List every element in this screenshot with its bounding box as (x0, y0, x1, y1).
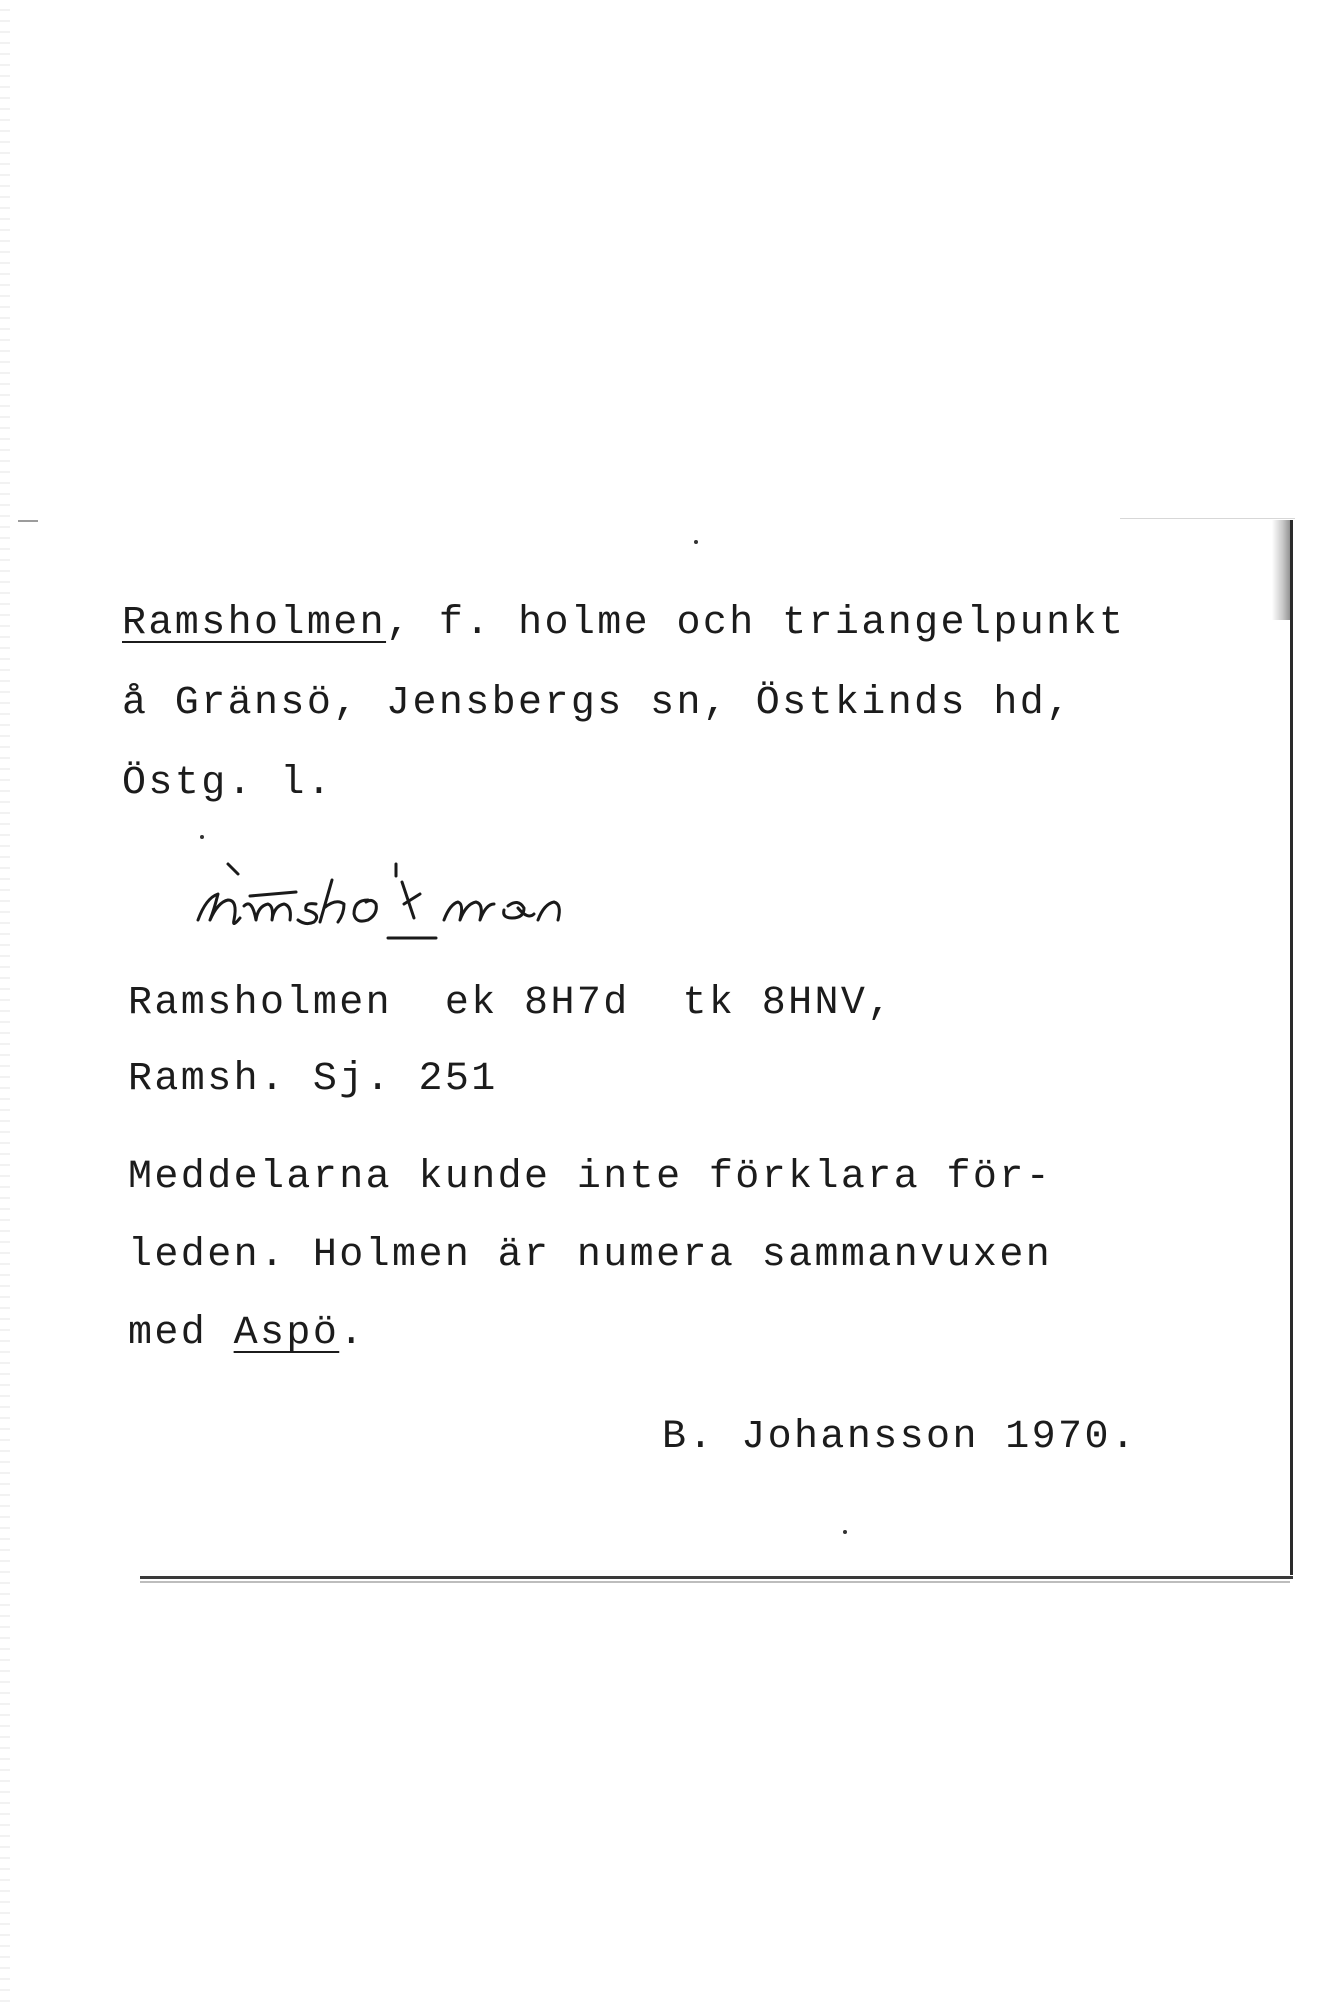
entry-line-3: Östg. l. (122, 761, 334, 806)
card-bottom-border (140, 1576, 1293, 1579)
card-right-border (1290, 520, 1293, 1575)
scan-edge (0, 0, 10, 2003)
note-line-3-prefix: med (128, 1311, 234, 1356)
note-line-1: Meddelarna kunde inte förklara för- (128, 1155, 1053, 1200)
entry-line-1-rest: , f. holme och triangelpunkt (386, 601, 1126, 646)
place-link-aspo: Aspö (233, 1311, 340, 1356)
headword: Ramsholmen (122, 601, 387, 646)
sources-line-2: Ramsh. Sj. 251 (128, 1057, 498, 1102)
dust-speck (694, 540, 698, 544)
card-right-shade (1272, 520, 1290, 620)
dust-speck (843, 1530, 847, 1534)
sources-line-1: Ramsholmen ek 8H7d tk 8HNV, (128, 981, 894, 1026)
dust-speck (200, 835, 204, 839)
card-top-edge (1120, 518, 1295, 519)
scan-mark (18, 520, 38, 522)
note-line-2: leden. Holmen är numera sammanvuxen (128, 1233, 1053, 1278)
entry-line-1 (122, 600, 1125, 648)
signature: B. Johansson 1970. (662, 1415, 1138, 1460)
entry-line-2: å Gränsö, Jensbergs sn, Östkinds hd, (122, 681, 1073, 726)
note-line-3-suffix: . (339, 1311, 366, 1356)
handwritten-pronunciation (188, 858, 668, 958)
note-line-3 (128, 1310, 366, 1358)
card-bottom-shadow (140, 1581, 1290, 1583)
